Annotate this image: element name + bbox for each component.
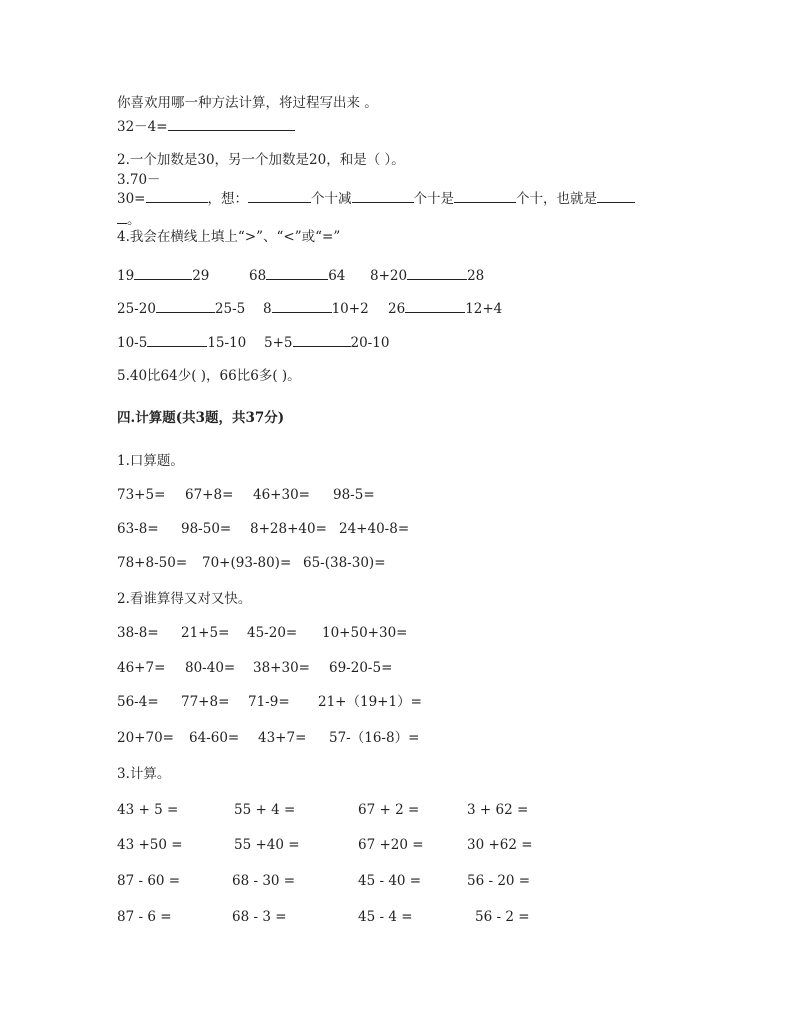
answer-blank[interactable] xyxy=(146,189,208,203)
compare-item: 8+20 28 xyxy=(370,268,485,284)
question-3-line1: 3.70－ xyxy=(117,172,161,188)
calc-item: 64-60= xyxy=(189,730,240,746)
calc-item: 69-20-5= xyxy=(329,660,393,676)
calc-item: 10+50+30= xyxy=(322,625,408,641)
question-3-line3 xyxy=(117,210,141,229)
answer-blank[interactable] xyxy=(168,117,295,131)
calc-item: 56 - 20 = xyxy=(467,873,531,889)
answer-blank[interactable] xyxy=(248,189,311,203)
calc-item: 21+（19+1）= xyxy=(318,694,422,710)
calc-item: 68 - 30 = xyxy=(232,873,296,889)
calc-item: 46+7= xyxy=(117,660,166,676)
compare-item: 19 29 xyxy=(117,268,210,284)
calc-item: 45 - 40 = xyxy=(358,873,422,889)
calc-item: 24+40-8= xyxy=(339,521,410,537)
compare-item: 25-20 25-5 xyxy=(117,301,246,317)
calc-item: 21+5= xyxy=(181,625,230,641)
intro-expression xyxy=(117,117,295,136)
question-4-title: 4.我会在横线上填上“>”、“<”或“=” xyxy=(117,229,341,245)
calc3-title: 3.计算。 xyxy=(117,766,171,782)
calc-item: 30 +62 = xyxy=(467,837,533,853)
question-5: 5.40比64少( )，66比6多( )。 xyxy=(117,368,301,384)
compare-item: 5+5 20-10 xyxy=(264,335,390,351)
answer-blank[interactable] xyxy=(147,333,207,347)
answer-blank[interactable] xyxy=(293,333,351,347)
q3-part: 个十是 xyxy=(413,191,454,207)
calc2-title: 2.看谁算得又对又快。 xyxy=(117,591,252,607)
calc-item: 67+8= xyxy=(185,487,234,503)
section-title: 四.计算题(共3题，共37分) xyxy=(117,410,285,426)
calc-item: 56-4= xyxy=(117,694,159,710)
calc-item: 77+8= xyxy=(181,694,230,710)
calc-item: 70+(93-80)= xyxy=(202,555,292,571)
calc-item: 65-(38-30)= xyxy=(303,555,386,571)
calc-item: 67 +20 = xyxy=(358,837,424,853)
intro-expr: 32－4= xyxy=(117,119,168,135)
compare-item: 8 10+2 xyxy=(263,301,369,317)
calc-item: 87 - 6 = xyxy=(117,909,172,925)
answer-blank[interactable] xyxy=(117,210,127,224)
q3-part: ，想： xyxy=(207,191,248,207)
calc-item: 68 - 3 = xyxy=(232,909,287,925)
calc-item: 78+8-50= xyxy=(117,555,188,571)
answer-blank[interactable] xyxy=(407,266,467,280)
calc-item: 67 + 2 = xyxy=(358,802,420,818)
calc-item: 8+28+40= xyxy=(250,521,327,537)
answer-blank[interactable] xyxy=(134,266,192,280)
answer-blank[interactable] xyxy=(156,299,215,313)
calc-item: 71-9= xyxy=(248,694,290,710)
calc-item: 20+70= xyxy=(117,730,174,746)
calc-item: 38+30= xyxy=(253,660,310,676)
calc-item: 46+30= xyxy=(253,487,310,503)
q3-part: 个十，也就是 xyxy=(516,191,597,207)
calc-item: 63-8= xyxy=(117,521,159,537)
compare-item: 26 12+4 xyxy=(388,301,503,317)
calc-item: 55 +40 = xyxy=(234,837,300,853)
answer-blank[interactable] xyxy=(454,189,516,203)
calc1-title: 1.口算题。 xyxy=(117,453,184,469)
calc-item: 45 - 4 = xyxy=(358,909,413,925)
q3-part: 30= xyxy=(117,191,146,207)
calc-item: 45-20= xyxy=(247,625,298,641)
calc-item: 98-5= xyxy=(333,487,375,503)
calc-item: 80-40= xyxy=(185,660,236,676)
calc-item: 57-（16-8）= xyxy=(329,730,420,746)
calc-item: 43+7= xyxy=(258,730,307,746)
compare-item: 68 64 xyxy=(249,268,346,284)
calc-item: 38-8= xyxy=(117,625,159,641)
answer-blank[interactable] xyxy=(352,189,414,203)
calc-item: 3 + 62 = xyxy=(467,802,529,818)
calc-item: 56 - 2 = xyxy=(475,909,530,925)
question-3-line2 xyxy=(117,189,635,208)
answer-blank[interactable] xyxy=(266,266,328,280)
answer-blank[interactable] xyxy=(597,189,635,203)
calc-item: 87 - 60 = xyxy=(117,873,181,889)
answer-blank[interactable] xyxy=(405,299,465,313)
calc-item: 73+5= xyxy=(117,487,166,503)
question-2: 2.一个加数是30，另一个加数是20，和是（ ）。 xyxy=(117,152,405,168)
q3-part: 。 xyxy=(127,212,141,228)
answer-blank[interactable] xyxy=(272,299,332,313)
compare-item: 10-5 15-10 xyxy=(117,335,247,351)
calc-item: 98-50= xyxy=(181,521,232,537)
q3-part: 个十减 xyxy=(311,191,352,207)
intro-text: 你喜欢用哪一种方法计算，将过程写出来 。 xyxy=(117,95,378,111)
calc-item: 43 + 5 = xyxy=(117,802,179,818)
calc-item: 55 + 4 = xyxy=(234,802,296,818)
calc-item: 43 +50 = xyxy=(117,837,183,853)
